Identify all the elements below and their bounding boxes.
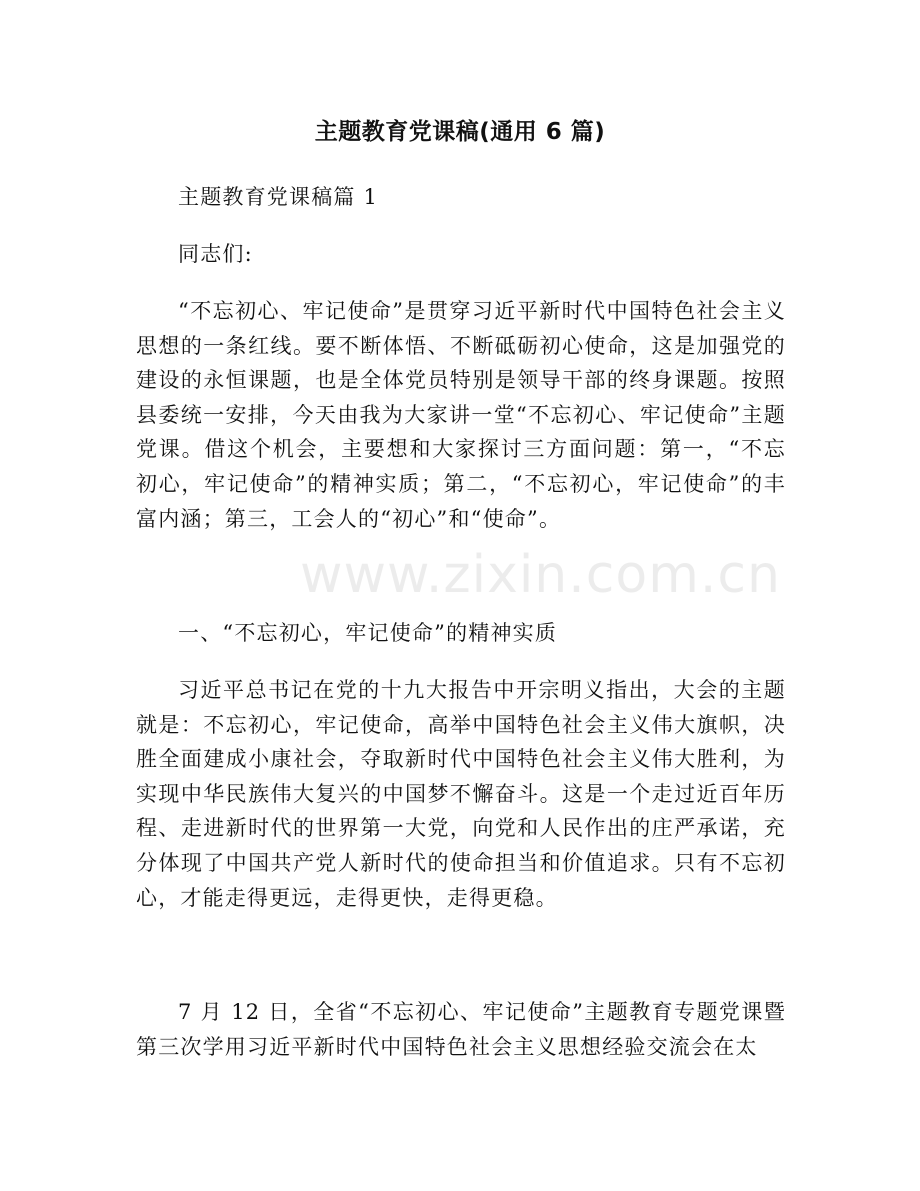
section-heading: 主题教育党课稿篇 1 (178, 185, 379, 209)
watermark: www.zixin.com.cn (300, 545, 781, 605)
greeting: 同志们: (178, 242, 253, 266)
paragraph-1: “不忘初心、牢记使命”是贯穿习近平新时代中国特色社会主义思想的一条红线。要不断体悟、不断砥砺初心使命，这是加强党的建设的永恒课题，也是全体党员特别是领导干部的终身课题。按照县委统一安排，今天由我为大家讲一堂“不忘初心、牢记使命”主题党课。借这个机会，主要想和大家探讨三方面问题：第一，“不忘初心，牢记使命”的精神实质；第二，“不忘初心，牢记使命”的丰富内涵；第三，工会人的“初心”和“使命”。 (136, 299, 786, 531)
paragraph-3: 7 月 12 日，全省“不忘初心、牢记使命”主题教育专题党课暨第三次学用习近平新时代中国特色社会主义思想经验交流会在太 (136, 1000, 786, 1059)
paragraph-2: 习近平总书记在党的十九大报告中开宗明义指出，大会的主题就是：不忘初心，牢记使命，高举中国特色社会主义伟大旗帜，决胜全面建成小康社会，夺取新时代中国特色社会主义伟大胜利，为实现中华民族伟大复兴的中国梦不懈奋斗。这是一个走过近百年历程、走进新时代的世界第一大党，向党和人民作出的庄严承诺，充分体现了中国共产党人新时代的使命担当和价值追求。只有不忘初心，才能走得更远，走得更快，走得更稳。 (136, 678, 786, 910)
document-title: 主题教育党课稿(通用 6 篇) (314, 119, 606, 145)
subheading-1: 一、“不忘初心，牢记使命”的精神实质 (178, 621, 558, 645)
